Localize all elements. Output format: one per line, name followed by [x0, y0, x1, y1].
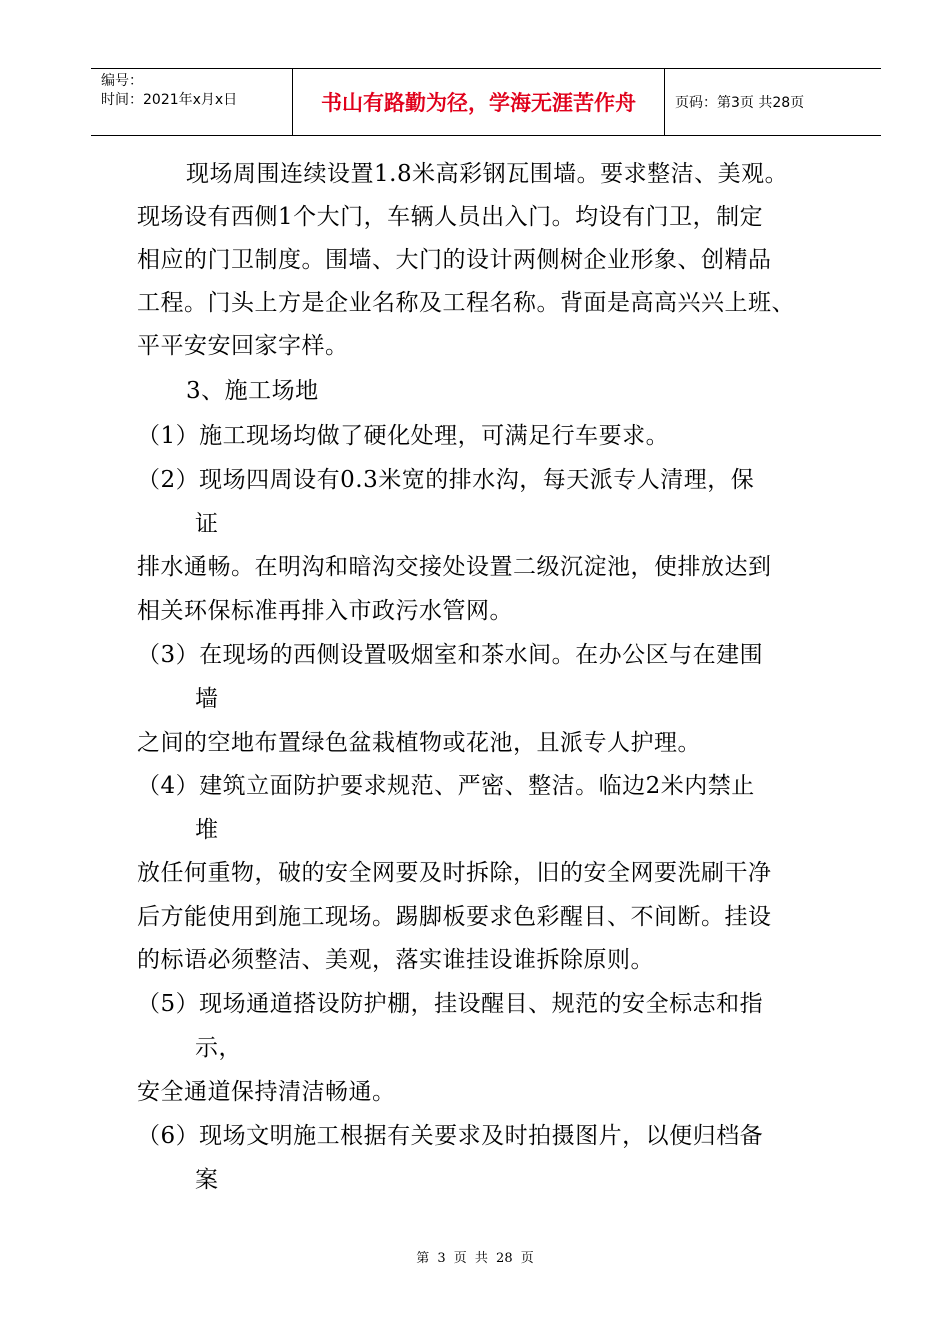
header-motto: 书山有路勤为径，学海无涯苦作舟: [321, 91, 636, 115]
list-item-wrap: 堆: [195, 817, 219, 843]
page-footer: 第 3 页 共 28 页: [416, 1251, 534, 1266]
list-item: （6）现场文明施工根据有关要求及时拍摄图片，以便归档备: [137, 1123, 764, 1149]
list-item: （4）建筑立面防护要求规范、严密、整洁。临边2米内禁止: [137, 773, 755, 799]
list-item: （2）现场四周设有0.3米宽的排水沟，每天派专人清理，保: [137, 467, 755, 493]
list-item-wrap: 示，: [195, 1035, 242, 1061]
document-number-label: 编号：: [101, 73, 143, 89]
body-line: 后方能使用到施工现场。踢脚板要求色彩醒目、不间断。挂设: [137, 904, 772, 930]
header-motto-cell: [292, 69, 665, 135]
list-item-wrap: 证: [195, 511, 219, 537]
list-item: （1）施工现场均做了硬化处理，可满足行车要求。: [137, 423, 670, 449]
body-line: 工程。门头上方是企业名称及工程名称。背面是高高兴兴上班、: [137, 290, 795, 316]
body-line: 安全通道保持清洁畅通。: [137, 1079, 396, 1105]
body-line: 的标语必须整洁、美观，落实谁挂设谁拆除原则。: [137, 947, 654, 973]
list-item: （5）现场通道搭设防护棚，挂设醒目、规范的安全标志和指: [137, 991, 764, 1017]
body-line: 相应的门卫制度。围墙、大门的设计两侧树企业形象、创精品: [137, 247, 772, 273]
body-line: 平平安安回家字样。: [137, 333, 349, 359]
body-line: 排水通畅。在明沟和暗沟交接处设置二级沉淀池，使排放达到: [137, 554, 772, 580]
header-meta: [91, 69, 292, 135]
page-header: [91, 68, 881, 136]
body-line: 现场设有西侧1个大门，车辆人员出入门。均设有门卫，制定: [137, 204, 764, 230]
list-item-wrap: 案: [195, 1167, 219, 1193]
list-item-wrap: 墙: [195, 686, 219, 712]
document-time-label: 时间：2021年x月x日: [101, 92, 238, 108]
body-line: 现场周围连续设置1.8米高彩钢瓦围墙。要求整洁、美观。: [186, 161, 789, 187]
body-line: 之间的空地布置绿色盆栽植物或花池，且派专人护理。: [137, 730, 701, 756]
header-page-number: 页码：第3页 共28页: [675, 95, 805, 111]
section-heading: 3、施工场地: [186, 378, 319, 404]
header-page-cell: [665, 69, 881, 135]
list-item: （3）在现场的西侧设置吸烟室和茶水间。在办公区与在建围: [137, 642, 764, 668]
body-line: 放任何重物，破的安全网要及时拆除，旧的安全网要洗刷干净: [137, 860, 772, 886]
body-line: 相关环保标准再排入市政污水管网。: [137, 598, 513, 624]
